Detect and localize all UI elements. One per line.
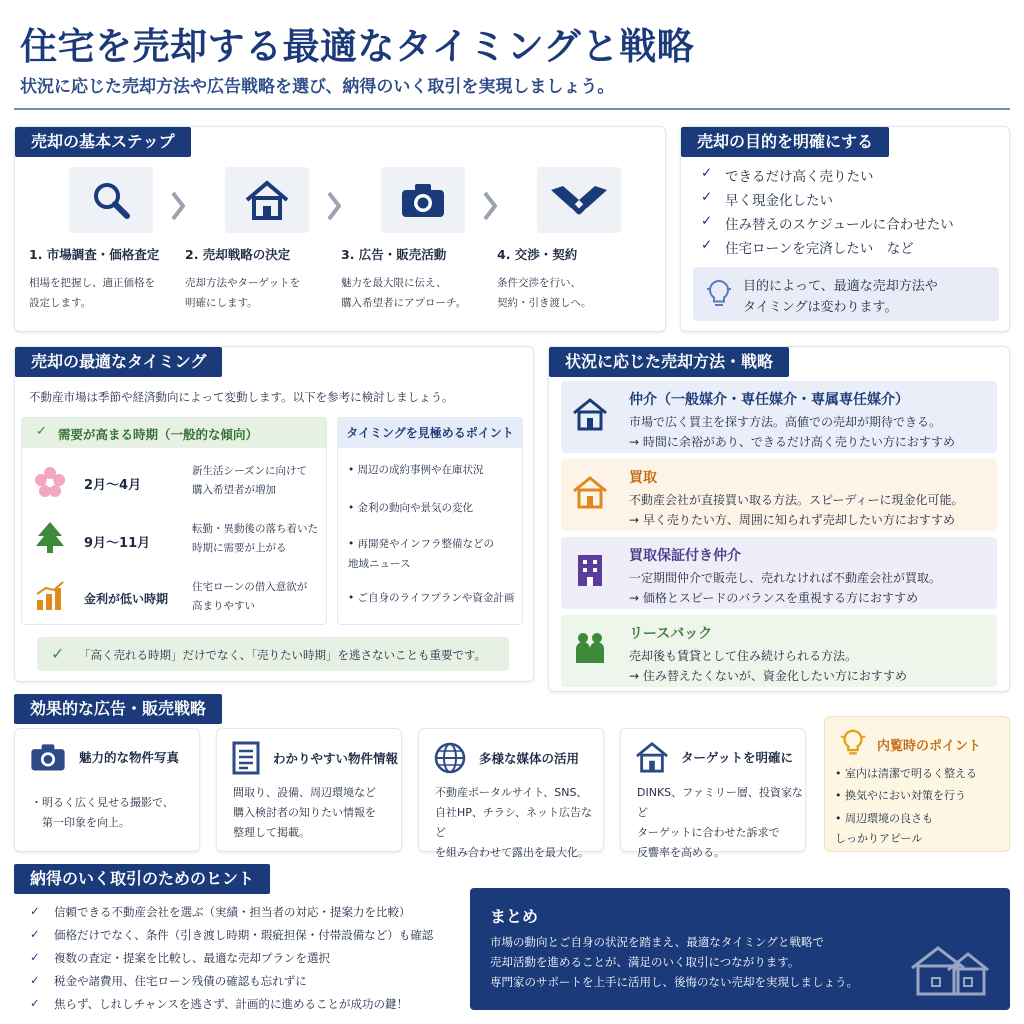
purpose-panel	[680, 126, 1010, 332]
ad-card-title: わかりやすい物件情報	[273, 751, 399, 766]
ad-card-desc: ・明るく広く見せる撮影で、 第一印象を向上。	[31, 796, 174, 829]
ad-card	[620, 728, 806, 859]
step-4	[497, 167, 637, 313]
steps-panel	[14, 126, 666, 332]
chevron-right-icon	[483, 191, 497, 221]
summary-line: 市場の動向とご自身の状況を踏まえ、最適なタイミングと戦略で	[490, 935, 824, 949]
chevron-right-icon	[327, 191, 341, 221]
timing-intro: 不動産市場は季節や経済動向によって変動します。以下を参考に検討しましょう。	[29, 390, 454, 404]
viewing-item: • 周辺環境の良さも しっかりアピール	[835, 812, 933, 845]
method-title: リースバック	[629, 626, 713, 642]
ads-tag: 効果的な広告・販売戦略	[14, 694, 222, 724]
leaf-icon: ✓	[36, 424, 47, 439]
method-title: 買取保証付き仲介	[629, 548, 741, 564]
list-item: ✓ 住み替えのスケジュールに合わせたい	[699, 213, 954, 237]
page-title: 住宅を売却する最適なタイミングと戦略	[20, 25, 695, 68]
method-card	[561, 381, 997, 453]
list-item: ✓ 信頼できる不動産会社を選ぶ（実績・担当者の対応・提案力を比較）	[28, 904, 433, 927]
house-icon	[635, 741, 669, 773]
viewing-title: 内覧時のポイント	[877, 739, 982, 754]
tree-icon	[34, 520, 66, 554]
timing-note	[37, 637, 509, 671]
method-title: 仲介（一般媒介・専任媒介・専属専任媒介）	[629, 392, 909, 408]
house-icon	[571, 473, 609, 511]
ad-card-title: 魅力的な物件写真	[79, 750, 180, 765]
period-row	[22, 510, 326, 568]
magnifier-icon	[69, 167, 153, 233]
camera-icon	[29, 741, 67, 773]
period-desc: 新生活シーズンに向けて 購入希望者が増加	[192, 465, 307, 496]
step-3	[341, 167, 481, 313]
method-card	[561, 615, 997, 687]
hints-tag: 納得のいく取引のためのヒント	[14, 864, 270, 894]
note-line: 目的によって、最適な売却方法や	[743, 279, 938, 294]
method-card	[561, 537, 997, 609]
list-item: ✓ 価格だけでなく、条件（引き渡し時期・瑕疵担保・付帯設備など）も確認	[28, 927, 433, 950]
purpose-list	[699, 165, 954, 261]
hints-list	[28, 904, 433, 1019]
step-desc: 売却方法やターゲットを 明確にします。	[185, 277, 301, 309]
period-label: 9月〜11月	[84, 536, 151, 551]
ad-card-title: ターゲットを明確に	[681, 750, 794, 765]
points-box	[337, 417, 523, 625]
purpose-note	[693, 267, 999, 321]
method-title: 買取	[629, 470, 657, 486]
methods-panel	[548, 346, 1010, 692]
step-title: 3. 広告・販売活動	[341, 247, 447, 262]
method-desc: 不動産会社が直接買い取る方法。スピーディーに現金化可能。	[629, 493, 964, 507]
houses-icon	[908, 940, 992, 998]
viewing-item: • 換気やにおい対策を行う	[835, 789, 966, 802]
house-icon	[571, 395, 609, 433]
check-icon: ✓	[51, 644, 65, 663]
timing-note-text: 「高く売れる時期」だけでなく、「売りたい時期」を逃さないことも重要です。	[79, 648, 487, 662]
globe-icon	[433, 741, 467, 775]
step-1	[29, 167, 169, 313]
points-header: タイミングを見極めるポイント	[338, 418, 522, 448]
handshake-icon	[537, 167, 621, 233]
list-item: ✓ 早く現金化したい	[699, 189, 954, 213]
step-title: 2. 売却戦略の決定	[185, 247, 291, 262]
viewing-item: • 室内は清潔で明るく整える	[835, 767, 977, 780]
demand-box	[21, 417, 327, 625]
header-divider	[14, 108, 1010, 110]
bar-chart-icon	[34, 580, 66, 612]
method-desc: → 住み替えたくないが、資金化したい方におすすめ	[629, 669, 907, 683]
sakura-icon	[34, 466, 66, 498]
page-subtitle: 状況に応じた売却方法や広告戦略を選び、納得のいく取引を実現しましょう。	[20, 77, 615, 97]
list-item: ✓ 住宅ローンを完済したい など	[699, 237, 954, 261]
building-icon	[571, 551, 609, 589]
ad-card-desc: 間取り、設備、周辺環境など 購入検討者の知りたい情報を 整理して掲載。	[233, 786, 376, 839]
point-item: • 金利の動向や景気の変化	[348, 502, 474, 514]
steps-tag: 売却の基本ステップ	[15, 127, 191, 157]
summary-box	[470, 888, 1010, 1010]
ad-card-desc: 不動産ポータルサイト、SNS、 自社HP、チラシ、ネット広告など を組み合わせて露出を最大化。	[435, 786, 593, 859]
period-desc: 転勤・異動後の落ち着いた 時期に需要が上がる	[192, 523, 318, 554]
list-item: ✓ 税金や諸費用、住宅ローン残債の確認も忘れずに	[28, 973, 433, 996]
list-item: ✓ 複数の査定・提案を比較し、最適な売却プランを選択	[28, 950, 433, 973]
chevron-right-icon	[171, 191, 185, 221]
list-item: ✓ 焦らず、しれしチャンスを逃さず、計画的に進めることが成功の鍵！	[28, 996, 433, 1019]
period-label: 金利が低い時期	[84, 592, 169, 606]
ad-card	[216, 728, 402, 852]
methods-tag: 状況に応じた売却方法・戦略	[549, 347, 789, 377]
timing-tag: 売却の最適なタイミング	[15, 347, 222, 377]
purpose-tag: 売却の目的を明確にする	[681, 127, 889, 157]
summary-title: まとめ	[490, 907, 539, 926]
method-desc: 一定期間仲介で販売し、売れなければ不動産会社が買取。	[629, 571, 942, 585]
note-line: タイミングは変わります。	[743, 300, 898, 315]
method-desc: → 価格とスピードのバランスを重視する方におすすめ	[629, 591, 919, 605]
period-label: 2月〜4月	[84, 478, 142, 493]
ad-card-desc: DINKS、ファミリー層、投資家など ターゲットに合わせた訴求で 反響率を高める。	[637, 786, 803, 859]
period-row	[22, 568, 326, 626]
method-card	[561, 459, 997, 531]
step-desc: 魅力を最大限に伝え、 購入希望者にアプローチ。	[341, 277, 467, 309]
step-desc: 条件交渉を行い、 契約・引き渡しへ。	[497, 277, 592, 309]
step-title: 4. 交渉・契約	[497, 247, 578, 262]
lightbulb-icon	[705, 277, 733, 311]
list-item: ✓ できるだけ高く売りたい	[699, 165, 954, 189]
point-item: • 周辺の成約事例や在庫状況	[348, 464, 484, 476]
step-desc: 相場を把握し、適正価格を 設定します。	[29, 277, 155, 309]
summary-line: 売却活動を進めることが、満足のいく取引につながります。	[490, 955, 800, 969]
method-desc: → 早く売りたい方、周囲に知られず売却したい方におすすめ	[629, 513, 955, 527]
method-desc: → 時間に余裕があり、できるだけ高く売りたい方におすすめ	[629, 435, 955, 449]
period-row	[22, 452, 326, 510]
ad-card	[14, 728, 200, 852]
summary-line: 専門家のサポートを上手に活用し、後悔のない売却を実現しましょう。	[490, 975, 858, 989]
people-icon	[571, 629, 609, 667]
demand-header-label: 需要が高まる時期（一般的な傾向）	[58, 427, 259, 442]
point-item: • ご自身のライフプランや資金計画	[348, 592, 515, 604]
timing-panel	[14, 346, 534, 682]
viewing-card	[824, 716, 1010, 852]
period-desc: 住宅ローンの借入意欲が 高まりやすい	[192, 581, 308, 612]
step-2	[185, 167, 325, 313]
lightbulb-icon	[839, 727, 867, 759]
ad-card-title: 多様な媒体の活用	[479, 751, 580, 766]
step-title: 1. 市場調査・価格査定	[29, 247, 160, 262]
document-icon	[231, 741, 261, 775]
ad-card	[418, 728, 604, 859]
camera-icon	[381, 167, 465, 233]
method-desc: 市場で広く買主を探す方法。高値での売却が期待できる。	[629, 415, 942, 429]
method-desc: 売却後も賃貸として住み続けられる方法。	[629, 649, 858, 663]
demand-header	[22, 418, 326, 448]
house-icon	[225, 167, 309, 233]
point-item: • 再開発やインフラ整備などの 地域ニュース	[348, 538, 495, 570]
